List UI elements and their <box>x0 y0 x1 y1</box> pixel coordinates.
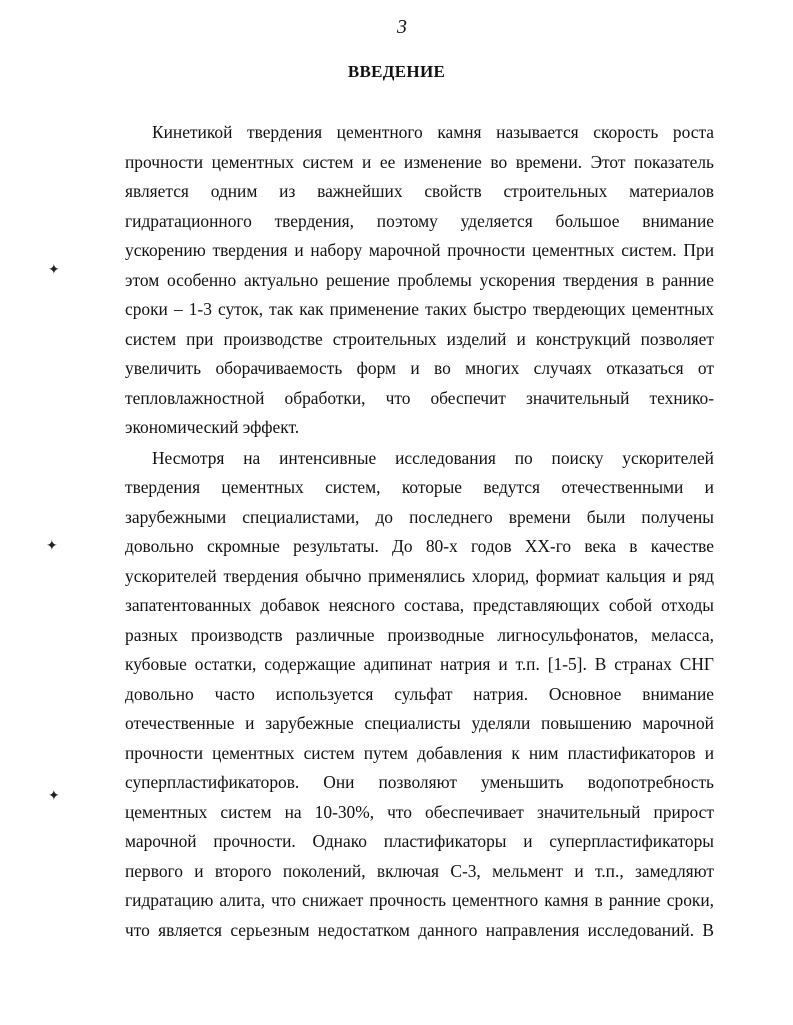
text-line: Несмотря на интенсивные исследования по поиску ускорителей <box>152 448 714 468</box>
binding-hole-mark-icon: ✦ <box>48 263 60 278</box>
text-line: ускорению твердения и набору марочной прочности цементных систем. При <box>125 240 714 260</box>
text-line: тепловлажностной обработки, что обеспечит значительный технико- <box>125 388 714 408</box>
text-line: экономический эффект. <box>125 417 300 437</box>
text-line: ускорителей твердения обычно применялись хлорид, формиат кальция и ряд <box>125 566 714 586</box>
text-line: запатентованных добавок неясного состава, представляющих собой отходы <box>125 595 714 615</box>
text-line: прочности цементных систем путем добавления к ним пластификаторов и <box>125 743 714 763</box>
text-line: гидратационного твердения, поэтому уделяется большое внимание <box>125 211 714 231</box>
text-line: прочности цементных систем и ее изменение во времени. Этот показатель <box>125 152 714 172</box>
text-line: что является серьезным недостатком данного направления исследований. В <box>125 920 714 940</box>
text-line: увеличить оборачиваемость форм и во многих случаях отказаться от <box>125 358 714 378</box>
page-title: ВВЕДЕНИЕ <box>347 62 446 81</box>
text-line: разных производств различные производные лигносульфонатов, меласса, <box>125 625 714 645</box>
text-line: марочной прочности. Однако пластификаторы и суперпластификаторы <box>125 831 714 851</box>
text-line: систем при производстве строительных изделий и конструкций позволяет <box>125 329 714 349</box>
text-line: довольно скромные результаты. До 80-х годов XX-го века в качестве <box>125 536 714 556</box>
text-line: кубовые остатки, содержащие адипинат натрия и т.п. [1-5]. В странах СНГ <box>125 654 714 674</box>
text-line: гидратацию алита, что снижает прочность цементного камня в ранние сроки, <box>125 890 714 910</box>
text-line: цементных систем на 10-30%, что обеспечивает значительный прирост <box>125 802 714 822</box>
text-line: отечественные и зарубежные специалисты уделяли повышению марочной <box>125 713 714 733</box>
text-line: зарубежными специалистами, до последнего времени были получены <box>125 507 714 527</box>
text-line: довольно часто используется сульфат натрия. Основное внимание <box>125 684 714 704</box>
text-line: Кинетикой твердения цементного камня называется скорость роста <box>152 122 714 142</box>
binding-hole-mark-icon: ✦ <box>48 789 60 804</box>
text-line: является одним из важнейших свойств строительных материалов <box>125 181 714 201</box>
page-number: 3 <box>397 16 407 38</box>
text-line: этом особенно актуально решение проблемы ускорения твердения в ранние <box>125 270 714 290</box>
binding-hole-mark-icon: ✦ <box>46 539 58 554</box>
text-line: твердения цементных систем, которые ведутся отечественными и <box>125 477 714 497</box>
text-line: сроки – 1-3 суток, так как применение таких быстро твердеющих цементных <box>125 299 714 319</box>
text-line: первого и второго поколений, включая С-3, мельмент и т.п., замедляют <box>125 861 714 881</box>
text-line: суперпластификаторов. Они позволяют уменьшить водопотребность <box>125 772 714 792</box>
